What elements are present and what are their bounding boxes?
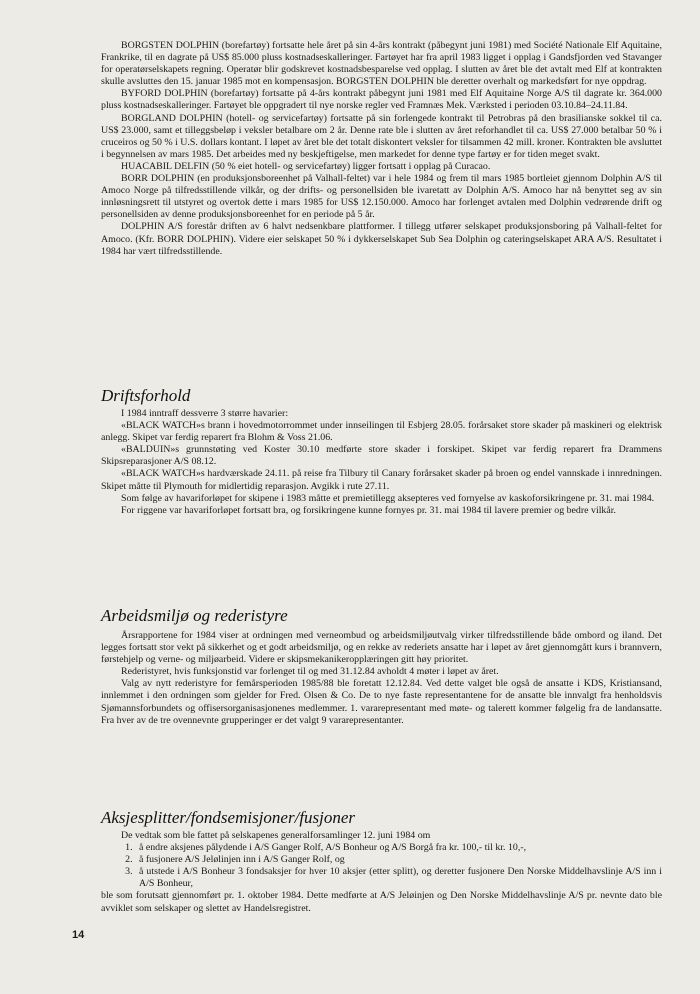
heading-aksjesplitter: Aksjesplitter/fondsemisjoner/fusjoner: [101, 808, 356, 827]
arbeidsmiljo-section: [101, 630, 662, 727]
paragraph-valg: Valg av nytt rederistyre for femårsperioden 1985/88 ble foretatt 12.12.84. Ved dette valget ble også de ansatte i KDS, Kristiansand, innlemmet i den ordningen som gjelder for Fred. Olsen & Co. De to nye faste representantene for de ansatte ble innvalgt fra henholdsvis Sjømannsforbundets og offisersorganisasjonenes medlemmer. 1. vararepresentant med møte- og talerett kommer følgelig fra de landansatte. Fra hver av de tre ovennevnte grupperinger er det valgt 9 vararepresentanter.: [101, 678, 662, 726]
paragraph-riggene: For riggene var havariforløpet fortsatt bra, og forsikringene kunne fornyes pr. 31. mai 1984 til lavere premier og bedre vilkår.: [121, 504, 616, 516]
paragraph-borr: BORR DOLPHIN (en produksjonsboreenhet på Valhall-feltet) var i hele 1984 og frem til mars 1985 bortleiet gjennom Dolphin A/S til Amoco Norge på tilfredsstillende vilkår, og der drifts- og personellsiden ble ivaretatt av Dolphin A/S. Amoco har nå benyttet seg av sin innløsningsrett til utstyret og overtok dette i mars 1985 for US$ 12.150.000. Amoco har forlenget avtalen med Dolphin vedrørende drift og personellsiden av denne produksjonsboreenhet for en periode på 5 år.: [101, 173, 662, 221]
driftsforhold-section: [101, 408, 662, 517]
paragraph-gjennomfort: ble som forutsatt gjennomført pr. 1. oktober 1984. Dette medførte at A/S Jeløinjen og Den Norske Middelhavslinje A/S pr. nevnte dato ble avviklet som selskaper og slettet av Handelsregistret.: [101, 890, 662, 914]
paragraph-arsrapportene: Årsrapportene for 1984 viser at ordningen med verneombud og arbeidsmiljøutvalg virker tilfredsstillende både ombord og iland. Det legges fortsatt stor vekt på sikkerhet og et godt arbeidsmiljø, og en rekke av rederiets ansatte har i løpet av året gjennomgått kurs i brannvern, førstehjelp og verne- og miljøarbeid. Videre er skipsmekanikeropplæringen gitt høy prioritet.: [101, 630, 662, 666]
aksjesplitter-section: [101, 830, 662, 915]
page-number: 14: [72, 929, 85, 941]
paragraph-rederistyret: Rederistyret, hvis funksjonstid var forlenget til og med 31.12.84 avholdt 4 møter i løpet av året.: [121, 666, 499, 678]
list-item: 1. å endre aksjenes pålydende i A/S Ganger Rolf, A/S Bonheur og A/S Borgå fra kr. 100,- til kr. 10,-,: [135, 842, 662, 854]
heading-driftsforhold: Driftsforhold: [101, 386, 191, 405]
paragraph-vedtak: De vedtak som ble fattet på selskapenes generalforsamlinger 12. juni 1984 om: [121, 830, 431, 841]
paragraph-dolphin: DOLPHIN A/S forestår driften av 6 halvt nedsenkbare plattformer. I tillegg utfører selskapet produksjonsboring på Valhall-feltet for Amoco. (Kfr. BORR DOLPHIN). Videre eier selskapet 50 % i dykkerselskapet Sub Sea Dolphin og cateringselskapet ARA A/S. Resultatet i 1984 har vært tilfredsstillende.: [101, 221, 662, 257]
list-item: 3. å utstede i A/S Bonheur 3 fondsaksjer for hver 10 aksjer (etter splitt), og deretter fusjonere Den Norske Middelhavslinje A/S inn i A/S Bonheur,: [135, 866, 662, 890]
paragraph-borgland: BORGLAND DOLPHIN (hotell- og servicefartøy) fortsatte på sin forlengede kontrakt til Petrobras på den brasilianske sokkel til ca. US$ 23.000, samt et tilleggsbeløp i veksler betalbare om 2 år. Denne rate ble i slutten av året reforhandlet til ca. US$ 27.000 betalbar 50 % i cruceiros og 50 % i U.S. dollars kontant. I løpet av året ble det totalt diskontert veksler for tilsammen 42 mill. kroner. Kontrakten ble avsluttet i begynnelsen av mars 1985. Det arbeides med ny beskjeftigelse, men markedet for denne type fartøy er for tiden meget svakt.: [101, 112, 662, 160]
paragraph-havarier: I 1984 inntraff dessverre 3 større havarier:: [121, 408, 289, 419]
paragraph-borgsten: BORGSTEN DOLPHIN (borefartøy) fortsatte hele året på sin 4-års kontrakt (påbegynt juni 1981) med Société Nationale Elf Aquitaine, Frankrike, til en dagrate på US$ 85.000 pluss kostnadseskalleringer. Fartøyet har fra april 1983 ligget i opplag i Gandsfjorden ved Stavanger for operatørselskapets regning. Operatør blir godskrevet kostnadsbesparelse ved opplag. I slutten av året ble det avtalt med Elf at kontrakten skulle avsluttes den 15. januar 1985 mot en kompensasjon. BORGSTEN DOLPHIN ble deretter overhalt og markedsført for nye oppdrag.: [101, 40, 662, 88]
heading-arbeidsmiljo: Arbeidsmiljø og rederistyre: [101, 606, 288, 625]
paragraph-byford: BYFORD DOLPHIN (borefartøy) fortsatte på 4-års kontrakt påbegynt juni 1981 med Elf Aquitaine Norge A/S til dagrate kr. 364.000 pluss kostnadseskalleringer. Fartøyet ble oppgradert til nye norske regler ved Framnæs Mek. Værksted i perioden 03.10.84–24.11.84.: [101, 88, 662, 112]
list-item: 2. å fusjonere A/S Jelølinjen inn i A/S Ganger Rolf, og: [135, 854, 662, 866]
intro-section: [101, 40, 662, 258]
paragraph-balduin: «BALDUIN»s grunnstøting ved Koster 30.10 medførte store skader i forskipet. Skipet var ferdig reparert fra Drammens Skipsreparasjoner A/S 08.12.: [101, 444, 662, 468]
paragraph-huacabil: HUACABIL DELFIN (50 % eiet hotell- og servicefartøy) ligger fortsatt i opplag på Curacao.: [121, 160, 491, 172]
paragraph-premietillegg: Som følge av havariforløpet for skipene i 1983 måtte et premietillegg aksepteres ved fornyelse av kaskoforsikringene pr. 31. mai 1984.: [121, 492, 655, 504]
paragraph-black-watch-hardvaer: «BLACK WATCH»s hardværskade 24.11. på reise fra Tilbury til Canary forårsaket skader på broen og endel vannskade i innredningen. Skipet måtte til Plymouth for midlertidig reparasjon. Avgikk i rute 27.11.: [101, 468, 662, 492]
vedtak-list: [101, 842, 662, 890]
paragraph-black-watch-brann: «BLACK WATCH»s brann i hovedmotorrommet under innseilingen til Esbjerg 28.05. forårsaket store skader på maskineri og elektrisk anlegg. Skipet var ferdig reparert fra Blohm & Voss 21.06.: [101, 420, 662, 444]
